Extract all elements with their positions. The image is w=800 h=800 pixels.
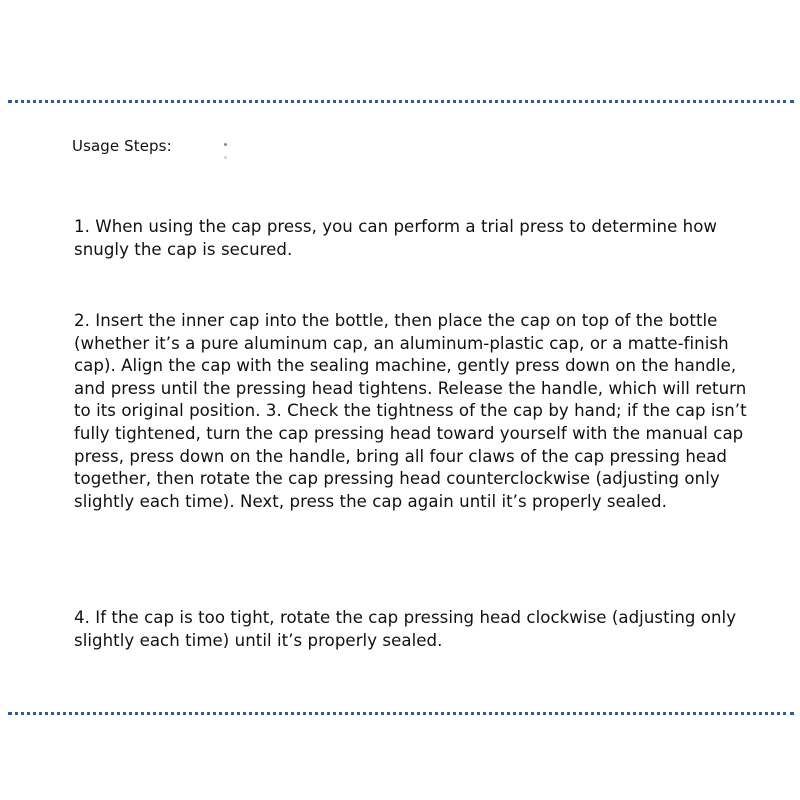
speck-dot	[224, 143, 227, 146]
speck-dot	[224, 156, 227, 159]
usage-steps-heading: Usage Steps:	[72, 137, 172, 155]
bottom-dotted-divider	[8, 712, 794, 715]
step-4-text: 4. If the cap is too tight, rotate the cap pressing head clockwise (adjusting only slightly each time) until it’s properly sealed.	[74, 608, 737, 650]
decorative-specks	[224, 143, 228, 163]
step-1-text: 1. When using the cap press, you can perform a trial press to determine how snugly the cap is secured.	[74, 217, 718, 259]
step-2-text: 2. Insert the inner cap into the bottle, then place the cap on top of the bottle (whether it’s a pure aluminum cap, an aluminum-plastic cap, or a matte-finish cap). Align the cap with the sealing machine, gently press down on the handle, and press until the pressing head tightens. Release the handle, which will return to its original position. 3. Check the tightness of the cap by hand; if the cap isn’t fully tightened, turn the cap pressing head toward yourself with the manual cap press, press down on the handle, bring all four claws of the cap pressing head together, then rotate the cap pressing head counterclockwise (adjusting only slightly each time). Next, press the cap again until it’s properly sealed.	[74, 311, 747, 511]
top-dotted-divider	[8, 100, 794, 103]
